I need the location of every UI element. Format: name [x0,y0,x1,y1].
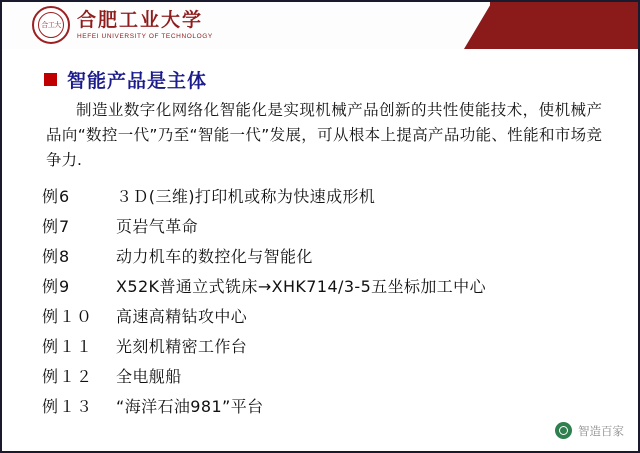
list-item [42,212,622,242]
list-item-label: 例7 [42,217,71,236]
list-item [42,302,622,332]
header-accent-band [490,2,638,49]
list-item-text: ３Ｄ(三维)打印机或称为快速成形机 [116,187,376,206]
seal-label: 合工大 [41,21,61,29]
list-item [42,332,622,362]
list-item [42,272,622,302]
wechat-icon [555,422,572,439]
page-title: 智能产品是主体 [67,70,208,92]
list-item-text: 高速高精钻攻中心 [116,307,248,326]
list-item-text: 光刻机精密工作台 [116,337,248,356]
square-bullet-icon [44,73,57,86]
list-item-label: 例9 [42,277,71,296]
university-logo [32,6,213,44]
list-item-text: 全电舰船 [116,367,182,386]
list-item-label: 例6 [42,187,71,206]
university-name-cn: 合肥工业大学 [77,8,204,31]
list-item [42,182,622,212]
logo-text-block [77,10,213,41]
list-item-text: 页岩气革命 [116,217,199,236]
slide-body [2,49,638,451]
list-item-label: 例１２ [42,367,94,386]
list-item-text: “海洋石油981”平台 [116,397,264,416]
watermark-badge [555,422,624,439]
list-item-text: X52K普通立式铣床→XHK714/3-5五坐标加工中心 [116,277,486,296]
list-item-label: 例8 [42,247,71,266]
university-seal-icon [32,6,70,44]
list-item-text: 动力机车的数控化与智能化 [116,247,313,266]
list-item [42,242,622,272]
list-item-label: 例１１ [42,337,94,356]
slide-title-row [44,66,207,93]
list-item [42,362,622,392]
university-name-en: HEFEI UNIVERSITY OF TECHNOLOGY [77,33,213,41]
watermark-label: 智造百家 [578,423,624,438]
list-item-label: 例１０ [42,307,94,326]
list-item [42,392,622,422]
body-paragraph: 制造业数字化网络化智能化是实现机械产品创新的共性使能技术，使机械产品向“数控一代”乃至“智能一代”发展，可从根本上提高产品功能、性能和市场竞争力. [46,101,602,170]
example-list [42,182,622,422]
slide-header [2,2,638,50]
list-item-label: 例１３ [42,397,94,416]
